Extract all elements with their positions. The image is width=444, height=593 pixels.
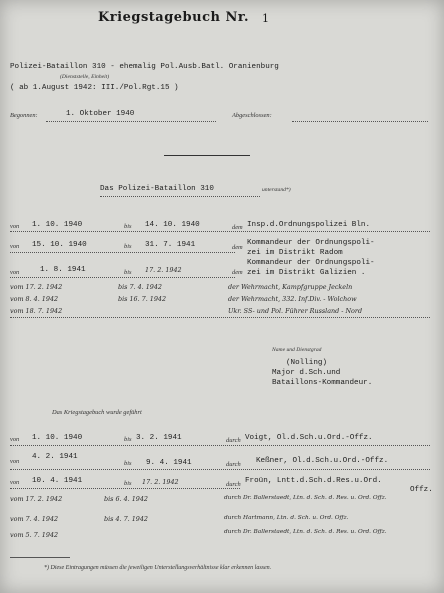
row-to: 14. 10. 1940 <box>145 221 200 229</box>
hand-unit: der Wehrmacht, 332. Inf.Div. - Wolchow <box>228 295 357 303</box>
hand-from: vom 18. 7. 1942 <box>10 307 63 315</box>
row-bis: bis <box>124 460 132 467</box>
begun-value: 1. Oktober 1940 <box>66 110 135 118</box>
row-bis: bis <box>124 223 132 230</box>
row-von: von <box>10 269 20 276</box>
signature-rank: Major d.Sch.und <box>272 369 341 377</box>
row-unit-cont: zei im Distrikt Radom <box>247 249 343 257</box>
row-dem: dem <box>232 224 243 231</box>
row-person: Froün, Lntt.d.Sch.d.Res.u.Ord. <box>245 477 382 485</box>
signature-rank-cont: Bataillons-Kommandeur. <box>272 379 373 387</box>
row-durch: durch <box>226 481 241 488</box>
row-person: Voigt, Ol.d.Sch.u.Ord.-Offz. <box>245 434 373 442</box>
row-line <box>10 231 430 232</box>
hand-unit: Ukr. SS- und Pol. Führer Russland - Nord <box>228 307 363 315</box>
keepers-heading: Das Kriegstagebuch wurde geführt <box>52 409 142 416</box>
begun-label: Begonnen: <box>10 112 38 119</box>
row-to: 31. 7. 1941 <box>145 241 196 249</box>
row-dem: dem <box>232 269 243 276</box>
row-dem: dem <box>232 244 243 251</box>
unit-caption: (Dienststelle, Einheit) <box>60 74 110 80</box>
unit-line: Polizei-Bataillon 310 - ehemalig Pol.Ausb.Batl. Oranienburg <box>10 63 279 71</box>
row-unit-cont: zei im Distrikt Galizien . <box>247 269 366 277</box>
unit-successor: ( ab 1.August 1942: III./Pol.Rgt.15 ) <box>10 84 179 92</box>
row-bis: bis <box>124 480 132 487</box>
row-line <box>10 469 430 470</box>
hand-from: vom 7. 4. 1942 <box>10 515 59 523</box>
hand-from: vom 17. 2. 1942 <box>10 283 63 291</box>
subordination-suffix: unterstand*) <box>262 187 291 193</box>
closed-line <box>292 121 428 122</box>
row-from: 15. 10. 1940 <box>32 241 87 249</box>
hand-to: bis 7. 4. 1942 <box>118 283 162 291</box>
row-durch: durch <box>226 437 241 444</box>
row-from: 1. 8. 1941 <box>40 266 86 274</box>
hand-unit: der Wehrmacht, Kampfgruppe Jeckeln <box>228 283 353 291</box>
signature-name: (Nolling) <box>286 359 328 367</box>
row-to: 3. 2. 1941 <box>136 434 182 442</box>
row-person: Keßner, Ol.d.Sch.u.Ord.-Offz. <box>256 457 389 465</box>
begun-line <box>46 121 216 122</box>
row-from: 4. 2. 1941 <box>32 453 78 461</box>
hand-to: bis 16. 7. 1942 <box>118 295 167 303</box>
row-unit: Kommandeur der Ordnungspoli- <box>247 239 375 247</box>
diary-number: 1 <box>262 12 270 25</box>
hand-person: durch Dr. Ballerstaedt, Ltn. d. Sch. d. Res. u. Ord. Offz. <box>224 495 387 501</box>
row-from: 1. 10. 1940 <box>32 434 83 442</box>
row-line <box>10 445 430 446</box>
row-person-cont: Offz. <box>410 486 433 494</box>
subordination-heading: Das Polizei-Bataillon 310 <box>100 185 214 193</box>
row-from: 1. 10. 1940 <box>32 221 83 229</box>
row-unit: Kommandeur der Ordnungspoli- <box>247 259 375 267</box>
heading-line <box>100 196 260 197</box>
page-title: Kriegstagebuch Nr. <box>98 10 250 25</box>
row-durch: durch <box>226 461 241 468</box>
row-from: 10. 4. 1941 <box>32 477 83 485</box>
row-line <box>10 252 235 253</box>
row-line <box>10 277 235 278</box>
section-divider <box>164 155 250 156</box>
row-von: von <box>10 479 20 486</box>
row-von: von <box>10 436 20 443</box>
footnote: *) Diese Eintragungen müssen die jeweiligen Unterstellungsverhältnisse klar erkennen lassen. <box>44 565 272 571</box>
hand-to: bis 4. 7. 1942 <box>104 515 148 523</box>
row-line <box>10 488 240 489</box>
row-von: von <box>10 243 20 250</box>
hand-from: vom 5. 7. 1942 <box>10 531 59 539</box>
row-bis: bis <box>124 436 132 443</box>
row-von: von <box>10 458 20 465</box>
row-to: 17. 2. 1942 <box>145 266 182 274</box>
signature-caption: Name und Dienstgrad <box>272 347 322 353</box>
row-bis: bis <box>124 269 132 276</box>
hand-person: durch Hartmann, Ltn. d. Sch. u. Ord. Offz. <box>224 515 349 521</box>
row-bis: bis <box>124 243 132 250</box>
hand-from: vom 8. 4. 1942 <box>10 295 59 303</box>
footnote-rule <box>10 557 70 558</box>
row-von: von <box>10 223 20 230</box>
hand-from: vom 17. 2. 1942 <box>10 495 63 503</box>
closed-label: Abgeschlossen: <box>232 112 272 119</box>
row-to: 17. 2. 1942 <box>142 478 179 486</box>
row-line <box>10 317 430 318</box>
row-unit: Insp.d.Ordnungspolizei Bln. <box>247 221 371 229</box>
hand-to: bis 6. 4. 1942 <box>104 495 148 503</box>
hand-person: durch Dr. Ballerstaedt, Ltn. d. Sch. d. Res. u. Ord. Offz. <box>224 529 387 535</box>
row-to: 9. 4. 1941 <box>146 459 192 467</box>
